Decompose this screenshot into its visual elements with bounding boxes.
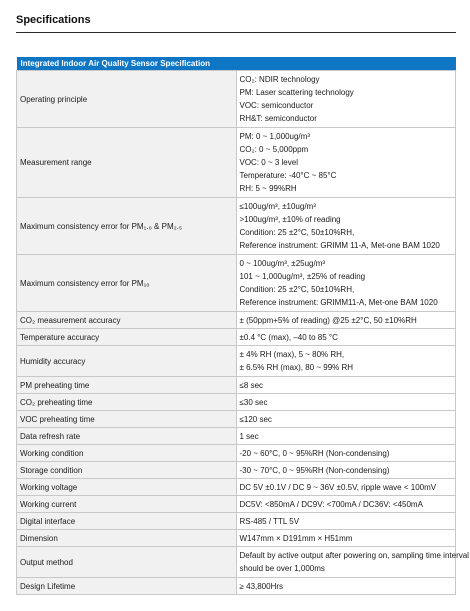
table-row (17, 312, 456, 329)
table-row (17, 462, 456, 479)
table-row (17, 346, 456, 377)
spec-value-line: ± (50ppm+5% of reading) @25 ±2°C, 50 ±10%RH (239, 315, 417, 325)
spec-value-line: Reference instrument: GRIMM11-A, Met-one BAM 1020 (239, 298, 438, 307)
table-row (17, 377, 456, 394)
spec-value-line: -20 ~ 60°C, 0 ~ 95%RH (Non-condensing) (239, 448, 390, 458)
spec-value-line: -30 ~ 70°C, 0 ~ 95%RH (Non-condensing) (239, 465, 390, 475)
spec-value-line: 101 ~ 1,000ug/m³, ±25% of reading (239, 272, 366, 281)
spec-label: Digital interface (17, 513, 237, 530)
table-row (17, 255, 456, 312)
table-row (17, 496, 456, 513)
table-row (17, 394, 456, 411)
spec-value-line: Temperature: -40°C ~ 85°C (239, 171, 337, 180)
spec-value-line: ≤8 sec (239, 380, 264, 390)
spec-value-line: RS-485 / TTL 5V (239, 516, 300, 526)
table-row (17, 479, 456, 496)
spec-value-line: CO₂: 0 ~ 5,000ppm (239, 145, 309, 154)
table-body (17, 71, 469, 595)
spec-value (236, 513, 456, 530)
spec-value-line: Condition: 25 ±2°C, 50±10%RH, (239, 285, 355, 294)
spec-value (236, 496, 456, 513)
spec-label: Measurement range (17, 128, 237, 198)
table-row (17, 578, 456, 595)
table-row (17, 71, 456, 128)
spec-value (236, 411, 456, 428)
specification-table (16, 57, 469, 595)
spec-value-line: RH&T: semiconductor (239, 114, 317, 123)
spec-value-line: CO₂: NDIR technology (239, 75, 320, 84)
table-row (17, 513, 456, 530)
table-row (17, 530, 456, 547)
spec-value (236, 312, 456, 329)
spec-label: VOC preheating time (17, 411, 237, 428)
spec-value-line: ≤120 sec (239, 414, 272, 424)
spec-value-line: should be over 1,000ms (239, 564, 325, 573)
spec-value-line: >100ug/m³, ±10% of reading (239, 215, 341, 224)
spec-value-line: ≤100ug/m³, ±10ug/m³ (239, 202, 316, 211)
table-row (17, 329, 456, 346)
spec-value-line: ±0.4 °C (max), –40 to 85 °C (239, 332, 338, 342)
spec-value (236, 530, 456, 547)
spec-value (236, 198, 456, 255)
spec-label: Working current (17, 496, 237, 513)
spec-label: Storage condition (17, 462, 237, 479)
spec-value (236, 71, 456, 128)
spec-label: Dimension (17, 530, 237, 547)
spec-label: Temperature accuracy (17, 329, 237, 346)
table-row (17, 445, 456, 462)
table-row (17, 428, 456, 445)
spec-label: CO₂ preheating time (17, 394, 237, 411)
spec-label: Maximum consistency error for PM₁.₀ & PM₂.₅ (17, 198, 237, 255)
spec-value-line: ± 4% RH (max), 5 ~ 80% RH, (239, 350, 345, 359)
spec-value-line: DC5V: <850mA / DC9V: <700mA / DC36V: <450mA (239, 499, 423, 509)
spec-value (236, 428, 456, 445)
table-row (17, 411, 456, 428)
spec-label: Output method (17, 547, 237, 578)
table-header: Integrated Indoor Air Quality Sensor Specification (17, 57, 456, 71)
spec-value (236, 547, 469, 578)
spec-value-line: ≥ 43,800Hrs (239, 581, 284, 591)
spec-value-line: DC 5V ±0.1V / DC 9 ~ 36V ±0.5V, ripple wave < 100mV (239, 482, 437, 492)
spec-label: Maximum consistency error for PM₁₀ (17, 255, 237, 312)
spec-value-line: W147mm × D191mm × H51mm (239, 533, 353, 543)
spec-value-line: VOC: 0 ~ 3 level (239, 158, 298, 167)
spec-value (236, 346, 456, 377)
spec-value-line: Condition: 25 ±2°C, 50±10%RH, (239, 228, 355, 237)
spec-value-line: 1 sec (239, 431, 259, 441)
spec-label: Working condition (17, 445, 237, 462)
spec-label: PM preheating time (17, 377, 237, 394)
spec-value (236, 394, 456, 411)
spec-value-line: PM: 0 ~ 1,000ug/m³ (239, 132, 310, 141)
spec-value (236, 479, 456, 496)
spec-label: Operating principle (17, 71, 237, 128)
spec-label: Humidity accuracy (17, 346, 237, 377)
spec-value-line: ± 6.5% RH (max), 80 ~ 99% RH (239, 363, 354, 372)
table-row (17, 547, 456, 578)
spec-label: CO₂ measurement accuracy (17, 312, 237, 329)
spec-value (236, 255, 456, 312)
title-divider (16, 32, 456, 33)
spec-value-line: Reference instrument: GRIMM 11-A, Met-one BAM 1020 (239, 241, 440, 250)
spec-value (236, 128, 456, 198)
page-title: Specifications (16, 14, 91, 26)
spec-label: Data refresh rate (17, 428, 237, 445)
spec-value-line: RH: 5 ~ 99%RH (239, 184, 297, 193)
spec-label: Design Lifetime (17, 578, 237, 595)
spec-value-line: 0 ~ 100ug/m³, ±25ug/m³ (239, 259, 326, 268)
spec-value-line: VOC: semiconductor (239, 101, 314, 110)
spec-value (236, 329, 456, 346)
table-row (17, 198, 456, 255)
spec-value-line: ≤30 sec (239, 397, 268, 407)
spec-value-line: Default by active output after powering on, sampling time interval (239, 551, 469, 560)
table-row (17, 128, 456, 198)
spec-value-line: PM: Laser scattering technology (239, 88, 354, 97)
spec-value (236, 377, 456, 394)
spec-value (236, 462, 456, 479)
table-header-row (17, 57, 456, 71)
spec-label: Working voltage (17, 479, 237, 496)
spec-value (236, 578, 456, 595)
spec-value (236, 445, 456, 462)
